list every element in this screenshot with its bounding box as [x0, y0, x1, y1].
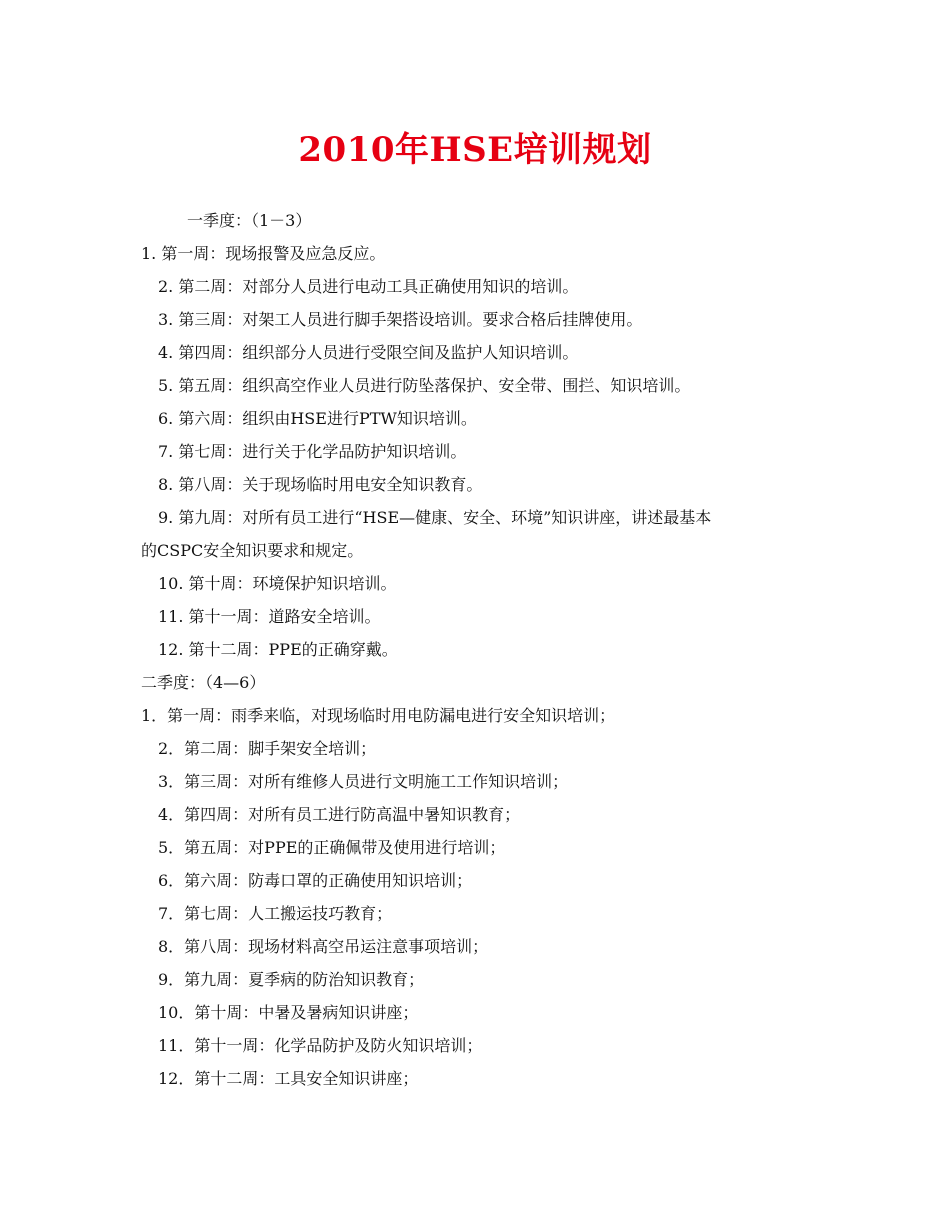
q2-item-2: 2．第二周：脚手架安全培训； — [158, 739, 377, 758]
q2-item-6: 6．第六周：防毒口罩的正确使用知识培训； — [158, 871, 473, 890]
q1-item-9-cont: 的CSPC安全知识要求和规定。 — [141, 541, 364, 560]
q1-item-2: 2. 第二周：对部分人员进行电动工具正确使用知识的培训。 — [158, 277, 579, 296]
q1-item-7: 7. 第七周：进行关于化学品防护知识培训。 — [158, 442, 467, 461]
q2-item-3: 3．第三周：对所有维修人员进行文明施工工作知识培训； — [158, 772, 569, 791]
document-title: 2010年HSE培训规划 — [298, 130, 652, 170]
q1-item-10: 10. 第十周：环境保护知识培训。 — [158, 574, 397, 593]
q2-item-11: 11．第十一周：化学品防护及防火知识培训； — [158, 1036, 483, 1055]
q1-heading: 一季度：（1－3） — [187, 211, 312, 230]
q1-item-3: 3. 第三周：对架工人员进行脚手架搭设培训。要求合格后挂牌使用。 — [158, 310, 643, 329]
q1-item-8: 8. 第八周：关于现场临时用电安全知识教育。 — [158, 475, 483, 494]
q2-item-12: 12．第十二周：工具安全知识讲座； — [158, 1069, 419, 1088]
q2-item-5: 5．第五周：对PPE的正确佩带及使用进行培训； — [158, 838, 506, 857]
q2-item-1: 1．第一周：雨季来临，对现场临时用电防漏电进行安全知识培训； — [141, 706, 616, 725]
q1-item-5: 5. 第五周：组织高空作业人员进行防坠落保护、安全带、围拦、知识培训。 — [158, 376, 691, 395]
q1-item-1: 1. 第一周：现场报警及应急反应。 — [141, 244, 386, 263]
q1-item-4: 4. 第四周：组织部分人员进行受限空间及监护人知识培训。 — [158, 343, 579, 362]
q2-heading: 二季度：（4—6） — [141, 673, 266, 692]
q2-item-8: 8．第八周：现场材料高空吊运注意事项培训； — [158, 937, 489, 956]
q1-item-6: 6. 第六周：组织由HSE进行PTW知识培训。 — [158, 409, 477, 428]
q2-item-7: 7．第七周：人工搬运技巧教育； — [158, 904, 393, 923]
q2-item-9: 9．第九周：夏季病的防治知识教育； — [158, 970, 425, 989]
q1-item-9: 9. 第九周：对所有员工进行“HSE—健康、安全、环境”知识讲座，讲述最基本 — [158, 508, 712, 527]
q1-item-12: 12. 第十二周：PPE的正确穿戴。 — [158, 640, 398, 659]
q1-item-11: 11. 第十一周：道路安全培训。 — [158, 607, 381, 626]
q2-item-10: 10．第十周：中暑及暑病知识讲座； — [158, 1003, 419, 1022]
q2-item-4: 4．第四周：对所有员工进行防高温中暑知识教育； — [158, 805, 521, 824]
